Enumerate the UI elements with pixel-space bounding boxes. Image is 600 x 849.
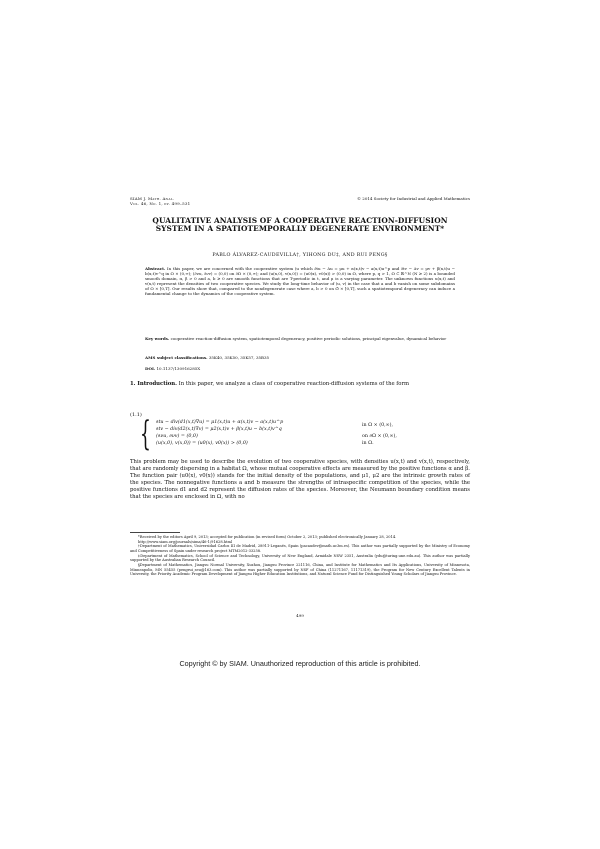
paper-authors: PABLO ÁLVAREZ-CAUDEVILLA†, YIHONG DU‡, AND RUI PENG§ bbox=[212, 253, 388, 258]
abstract bbox=[145, 266, 455, 297]
equation-domain-1: in Ω × (0,∞), bbox=[362, 423, 394, 428]
equation-brace: { bbox=[140, 414, 151, 454]
equation-line-1: ∂tu − div(d1(x,t)∇u) = μ1(x,t)u + α(x,t)v − a(x,t)u^p bbox=[156, 420, 284, 425]
section-heading: 1. Introduction. bbox=[130, 381, 177, 387]
footnote-author-2: ‡Department of Mathematics, School of Science and Technology, University of New England, Armidale NSW 2351, Australia (ydu@turing.une.edu.au). This author was partially supported by the Australian Research Council. bbox=[130, 553, 470, 563]
footnote-author-3: §Department of Mathematics, Jiangsu Normal University, Xuzhou, Jiangsu Province 221116, China, and Institute for Mathematics and Its Applications, University of Minnesota, Minneapolis, MN 55455 (pengrui_seu@163.com). This author was partially supported by NSF of China (11271167, 11171319), the Program for New Century Excellent Talents in University, the Priority Academic Program Development of Jiangsu Higher Education Institutions, and Natural Science Fund for Distinguished Young Scholars of Jiangsu Province. bbox=[130, 562, 470, 577]
body-paragraph: This problem may be used to describe the evolution of two cooperative species, with densities u(x,t) and v(x,t), respectively, that are randomly dispersing in a habitat Ω, whose mutual cooperative effects are measured by the positive functions α and β. The function pair (u0(x), v0(x)) stands for the initial density of the populations, and μ1, μ2 are the intrinsic growth rates of the species. The nonnegative functions a and b measure the strengths of intraspecific competition of the species, while the positive functions d1 and d2 represent the diffusion rates of the species. Moreover, the Neumann boundary condition means that the species are enclosed in Ω, with no bbox=[130, 459, 470, 501]
equation-line-2: ∂tv − div(d2(x,t)∇v) = μ2(x,t)v + β(x,t)u − b(x,t)v^q bbox=[156, 427, 282, 432]
equation-line-4: (u(x,0), v(x,0)) = (u0(x), v0(x)) > (0,0) bbox=[156, 441, 248, 446]
paper-title: QUALITATIVE ANALYSIS OF A COOPERATIVE REACTION-DIFFUSION SYSTEM IN A SPATIOTEMPORALLY DEGENERATE ENVIRONMENT* bbox=[152, 216, 448, 234]
doi-label: DOI. bbox=[145, 366, 156, 371]
page-number: 499 bbox=[296, 613, 304, 618]
abstract-text: In this paper, we are concerned with the cooperative system (u which ∂tu − Δu = μu + α(x,t)v − a(x,t)u^p and ∂tv − Δv = μv + β(x,t)u − b(x,t)v^q in Ω × (0,∞); (∂νu, ∂νv) = (0,0) on ∂Ω × (0,∞); and (u(x,0), v(x,0)) = (u0(x), v0(x)) > (0,0) in Ω, where p, q > 1, Ω ⊂ ℝ^N (N ≥ 2) is a bounded smooth domain, α, β > 0 and a, b ≥ 0 are smooth functions that are T-periodic in t, and μ is a varying parameter. The unknown functions u(x,t) and v(x,t) represent the densities of two cooperative species. We study the long-time behavior of (u, v) in the case that a and b vanish on some subdomains of Ω × [0,T]. Our results show that, compared to the nondegenerate case where a, b > 0 on Ω̄ × [0,T], such a spatiotemporal degeneracy can induce a fundamental change to the dynamics of the cooperative system. bbox=[145, 266, 455, 297]
ams-text: 35K40, 35K50, 35K57, 35B35 bbox=[208, 355, 270, 360]
introduction-opening bbox=[130, 381, 470, 388]
intro-text: In this paper, we analyze a class of cooperative reaction-diffusion systems of the form bbox=[178, 381, 410, 387]
doi bbox=[145, 366, 455, 371]
abstract-label: Abstract. bbox=[145, 266, 166, 271]
equation-label: (1.1) bbox=[130, 412, 142, 418]
journal-header bbox=[130, 196, 190, 206]
keywords bbox=[145, 336, 455, 341]
society-copyright: © 2014 Society for Industrial and Applied Mathematics bbox=[357, 196, 470, 201]
keywords-text: cooperative reaction-diffusion system, spatiotemporal degeneracy, positive periodic solutions, principal eigenvalue, dynamical behavior bbox=[170, 336, 447, 341]
footnote-url[interactable]: http://www.siam.org/journals/sima/46-1/91628.html bbox=[138, 539, 233, 544]
equation-domain-4: in Ω. bbox=[362, 441, 374, 446]
equation-line-3: (∂νu, ∂νv) = (0,0) bbox=[156, 434, 198, 439]
keywords-label: Key words. bbox=[145, 336, 170, 341]
ams-label: AMS subject classifications. bbox=[145, 355, 208, 360]
copyright-notice: Copyright © by SIAM. Unauthorized reproduction of this article is prohibited. bbox=[179, 659, 421, 668]
ams-classifications bbox=[145, 355, 455, 360]
footnote-rule bbox=[130, 532, 180, 533]
journal-name: SIAM J. Math. Anal. bbox=[130, 196, 175, 201]
footnote-received: *Received by the editors April 9, 2013; accepted for publication (in revised form) October 2, 2013; published electronically January 28, 2014. bbox=[138, 535, 397, 539]
footnotes bbox=[130, 535, 470, 577]
journal-volume: Vol. 46, No. 1, pp. 499–531 bbox=[130, 201, 191, 206]
equation-domain-3: on ∂Ω × (0,∞), bbox=[362, 434, 397, 439]
footnote-author-1: †Department of Mathematics, Universidad Carlos III de Madrid, 28911-Leganés, Spain (pacaudev@math.uc3m.es). This author was partially supported by the Ministry of Economy and Competitiveness of Spain under research project MTM2012-33258. bbox=[130, 544, 470, 553]
doi-text[interactable]: 10.1137/130916285X bbox=[156, 366, 201, 371]
